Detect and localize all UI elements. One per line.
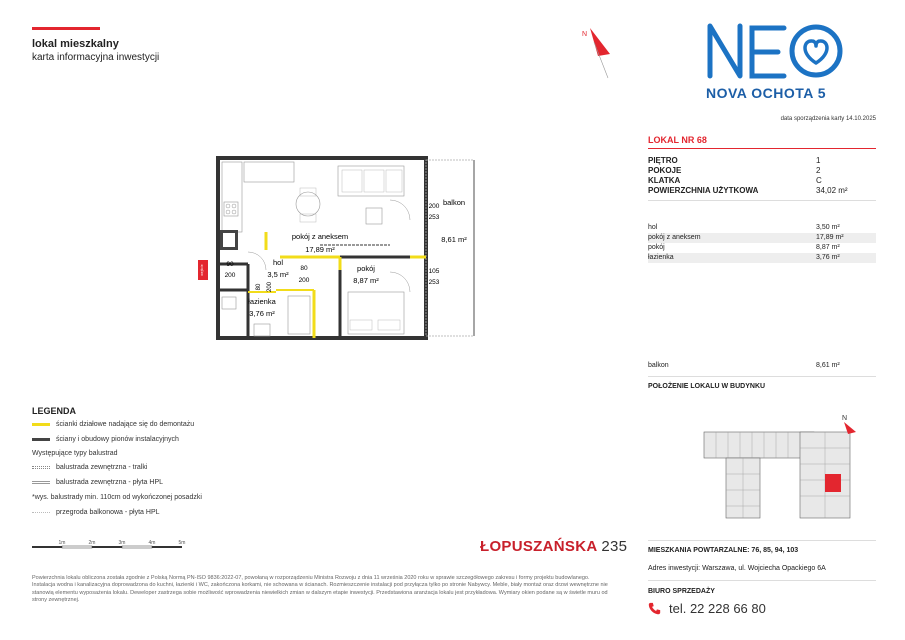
- investment-street: ŁOPUSZAŃSKA: [480, 538, 597, 555]
- room-label-lazienka: łazienka: [248, 297, 276, 306]
- dim-window-105: 105: [428, 268, 440, 275]
- scale-5m: 5m: [178, 540, 186, 546]
- heart-icon: [805, 41, 827, 63]
- scale-bar: [32, 538, 202, 550]
- divider-red: [648, 148, 876, 149]
- scale-4m: 4m: [148, 540, 156, 546]
- legend-balustrade-hpl: balustrada zewnętrzna - płyta HPL: [32, 479, 163, 486]
- room-area-balkon: 8,61 m²: [441, 235, 467, 244]
- dim-door-80a: 80: [300, 265, 308, 272]
- card-date: data sporządzenia karty 14.10.2025: [780, 116, 876, 122]
- position-title: POŁOŻENIE LOKALU W BUDYNKU: [648, 383, 766, 390]
- detail-row-pietro: PIĘTRO 1: [648, 156, 821, 165]
- detail-row-pokoje: POKOJE 2: [648, 166, 821, 175]
- floor-plan: [190, 152, 490, 352]
- sales-office-title: BIURO SPRZEDAŻY: [648, 588, 715, 595]
- dim-door-200c: 200: [267, 281, 273, 293]
- room-area-lazienka: 3,76 m²: [249, 309, 275, 318]
- north-arrow-icon: [580, 24, 614, 80]
- scale-2m: 2m: [88, 540, 96, 546]
- room-label-anex: pokój z aneksem: [291, 232, 349, 241]
- room-row-balkon: balkon 8,61 m²: [648, 362, 840, 369]
- dim-window-253a: 253: [428, 214, 440, 221]
- phone-icon: [648, 602, 661, 615]
- divider-grey-2: [648, 376, 876, 377]
- legend-swatch-dark: [32, 438, 50, 441]
- legend-item-wall: ściany i obudowy pionów instalacyjnych: [32, 436, 179, 443]
- scale-1m: 1m: [58, 540, 66, 546]
- legend-balustrade-title: Występujące typy balustrad: [32, 450, 118, 457]
- document-subtitle: karta informacyjna inwestycji: [32, 52, 160, 63]
- detail-row-klatka: KLATKA C: [648, 176, 822, 185]
- room-label-balkon: balkon: [442, 198, 466, 207]
- dim-door-200b: 200: [298, 277, 310, 284]
- sales-phone[interactable]: [648, 601, 766, 616]
- room-row-hol: hol 3,50 m²: [648, 224, 840, 231]
- legend-swatch-tralki: [32, 466, 50, 469]
- building-minimap: [690, 408, 865, 523]
- room-area-pokoj: 8,87 m²: [353, 276, 379, 285]
- room-area-hol: 3,5 m²: [267, 270, 289, 279]
- sales-phone-number: tel. 22 228 66 80: [669, 601, 766, 616]
- legend-title: LEGENDA: [32, 406, 77, 416]
- document-title: lokal mieszkalny: [32, 38, 119, 50]
- unit-highlight: [825, 474, 841, 492]
- dim-window-200: 200: [428, 203, 440, 210]
- legend-balustrade-tralki: balustrada zewnętrzna - tralki: [32, 464, 147, 471]
- scale-3m: 3m: [118, 540, 126, 546]
- investment-number: 235: [601, 538, 628, 555]
- legend-item-partition: ścianki działowe nadające się do demontażu: [32, 421, 194, 428]
- room-row-anex: pokój z aneksem 17,89 m²: [648, 233, 876, 243]
- dim-door-200a: 200: [224, 272, 236, 279]
- dim-door-90: 90: [226, 261, 234, 268]
- north-label: N: [582, 31, 588, 38]
- minimap-north-label: N: [842, 415, 848, 422]
- room-label-pokoj: pokój: [357, 264, 375, 273]
- room-area-anex: 17,89 m²: [305, 245, 335, 254]
- legend-balustrade-note: *wys. balustrady min. 110cm od wykończonej posadzki: [32, 494, 202, 501]
- neo-logo: [706, 20, 846, 80]
- dim-window-253b: 253: [428, 279, 440, 286]
- investment-logo: [480, 538, 627, 555]
- entry-label: wejście: [200, 264, 204, 276]
- detail-row-powierzchnia: POWIERZCHNIA UŻYTKOWA 34,02 m²: [648, 186, 848, 195]
- room-label-hol: hol: [272, 258, 284, 267]
- legend-swatch-yellow: [32, 423, 50, 426]
- room-row-pokoj: pokój 8,87 m²: [648, 244, 840, 251]
- repeat-units: MIESZKANIA POWTARZALNE: 76, 85, 94, 103: [648, 547, 799, 554]
- legend-swatch-hpl: [32, 481, 50, 484]
- room-row-lazienka: łazienka 3,76 m²: [648, 253, 876, 263]
- divider-grey-3: [648, 540, 876, 541]
- divider-grey-4: [648, 580, 876, 581]
- divider-grey: [648, 200, 876, 201]
- disclaimer: Powierzchnia lokalu obliczona została zgodnie z Polską Normą PN-ISO 9836:2022-07, powołaną w rozporządzeniu Ministra Rozwoju z dnia 11 września 2020 roku w sprawie szczegółowego zakresu i formy projektu budowlanego. Instalacja wodna i kanalizacyjna doprowadzona do kuchni, łazienki i WC, zakończona korkami, nie schowana w ścianach. Rozmieszczenie instalacji pod przyłącza tylko po stronie Nabywcy. Meble, biały montaż oraz drzwi wewnętrzne nie stanowią elementu wyposażenia lokalu. Deweloper zastrzega sobie możliwość wprowadzenia niewielkich zmian w dalszym etapie inwestycji. Przedstawiona aranżacja lokalu jest przykładowa. Wymiary okien podane są w świetle muru od strony zewnętrznej.: [32, 575, 608, 604]
- dim-door-80b: 80: [256, 283, 262, 291]
- header-accent-bar: [32, 27, 100, 30]
- brand-name: NOVA OCHOTA 5: [706, 85, 827, 101]
- legend-partition-hpl: przegroda balkonowa - płyta HPL: [32, 509, 160, 516]
- investment-address: Adres inwestycji: Warszawa, ul. Wojciecha Opackiego 6A: [648, 565, 826, 572]
- lokal-number: LOKAL NR 68: [648, 135, 707, 145]
- legend-swatch-przegroda: [32, 512, 50, 513]
